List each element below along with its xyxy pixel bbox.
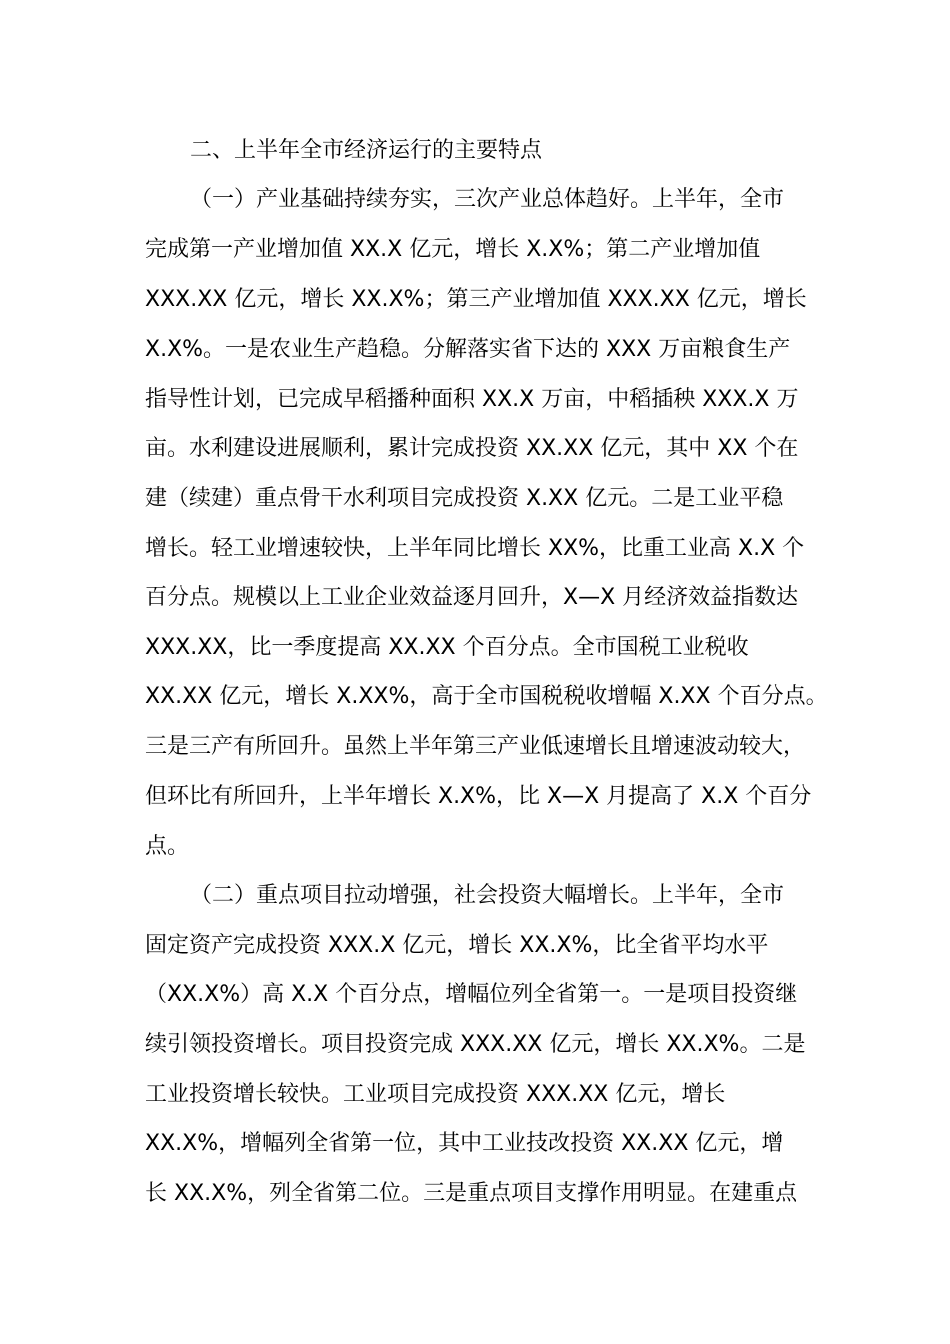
paragraph-line: 增长。轻工业增速较快，上半年同比增长 XX%，比重工业高 X.X 个 [145,536,805,561]
paragraph-line: XXX.XX 亿元，增长 XX.X%；第三产业增加值 XXX.XX 亿元，增长 [145,287,807,312]
paragraph-line: 点。 [145,834,190,859]
paragraph-line: X.X%。一是农业生产趋稳。分解落实省下达的 XXX 万亩粮食生产 [145,337,791,362]
paragraph-line: 长 XX.X%，列全省第二位。三是重点项目支撑作用明显。在建重点 [145,1181,798,1206]
paragraph-line: 指导性计划，已完成早稻播种面积 XX.X 万亩，中稻插秧 XXX.X 万 [145,387,799,412]
paragraph-line: 建（续建）重点骨干水利项目完成投资 X.XX 亿元。二是工业平稳 [145,486,784,511]
paragraph-line: （一）产业基础持续夯实，三次产业总体趋好。上半年，全市 [190,187,785,212]
paragraph-line: XX.X%，增幅列全省第一位，其中工业技改投资 XX.XX 亿元，增 [145,1131,784,1156]
paragraph-line: XXX.XX，比一季度提高 XX.XX 个百分点。全市国税工业税收 [145,635,749,660]
paragraph-line: （XX.X%）高 X.X 个百分点，增幅位列全省第一。一是项目投资继 [145,982,798,1007]
paragraph-line: 三是三产有所回升。虽然上半年第三产业低速增长且增速波动较大， [145,734,806,759]
section-heading: 二、上半年全市经济运行的主要特点 [190,138,543,163]
paragraph-line: 固定资产完成投资 XXX.X 亿元，增长 XX.X%，比全省平均水平 [145,933,769,958]
paragraph-line: XX.XX 亿元，增长 X.XX%，高于全市国税税收增幅 X.XX 个百分点。 [145,684,828,709]
paragraph-line: 完成第一产业增加值 XX.X 亿元，增长 X.X%；第二产业增加值 [145,237,761,262]
paragraph-line: 续引领投资增长。项目投资完成 XXX.XX 亿元，增长 XX.X%。二是 [145,1032,806,1057]
paragraph-line: 但环比有所回升，上半年增长 X.X%，比 X—X 月提高了 X.X 个百分 [145,784,812,809]
paragraph-line: （二）重点项目拉动增强，社会投资大幅增长。上半年，全市 [190,883,785,908]
paragraph-line: 亩。水利建设进展顺利，累计完成投资 XX.XX 亿元，其中 XX 个在 [145,436,799,461]
paragraph-line: 工业投资增长较快。工业项目完成投资 XXX.XX 亿元，增长 [145,1082,726,1107]
paragraph-line: 百分点。规模以上工业企业效益逐月回升，X—X 月经济效益指数达 [145,585,799,610]
